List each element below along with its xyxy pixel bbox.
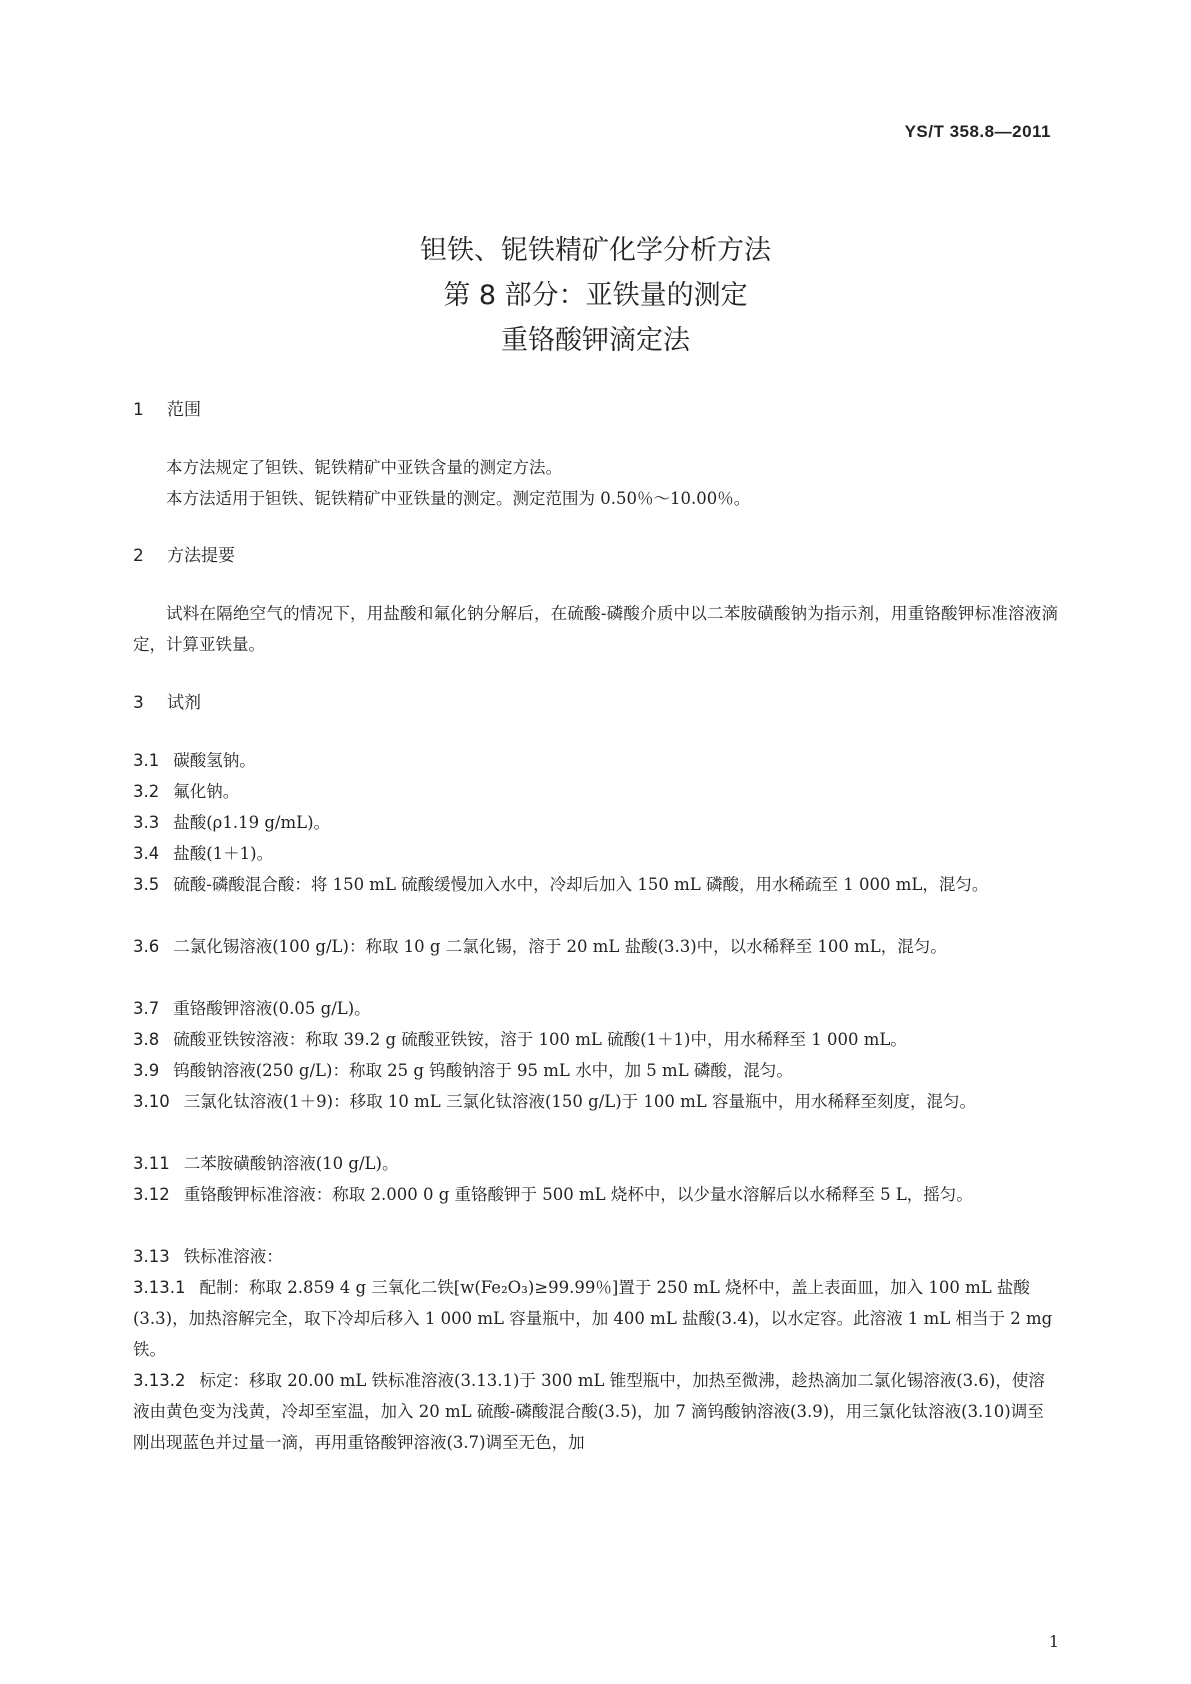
document-title-line-1: 钽铁、铌铁精矿化学分析方法 (420, 235, 771, 266)
section-number: 2 (133, 546, 144, 566)
item-text: 盐酸(ρ1.19 g/mL)。 (173, 813, 331, 832)
reagent-item (133, 869, 1058, 900)
item-text: 氟化钠。 (173, 782, 240, 801)
section-title: 范围 (167, 400, 201, 420)
item-number: 3.6 (133, 937, 160, 956)
item-number: 3.2 (133, 782, 160, 801)
item-number: 3.5 (133, 875, 160, 894)
reagent-item (133, 1024, 1058, 1055)
item-text: 标定：移取 20.00 mL 铁标准溶液(3.13.1)于 300 mL 锥型瓶中，加热至微沸，趁热滴加二氯化锡溶液(3.6)，使溶液由黄色变为浅黄，冷却至室温，加入 20 mL 硫酸-磷酸混合酸(3.5)，加 7 滴钨酸钠溶液(3.9)，用三氯化钛溶液(3.10)调至刚出现蓝色并过量一滴，再用重铬酸钾溶液(3.7)调至无色，加 (133, 1371, 1045, 1452)
item-text: 碳酸氢钠。 (173, 751, 256, 770)
document-title-line-2: 第 8 部分：亚铁量的测定 (443, 280, 748, 311)
item-text: 重铬酸钾溶液(0.05 g/L)。 (173, 999, 371, 1018)
item-text: 三氯化钛溶液(1＋9)：移取 10 mL 三氯化钛溶液(150 g/L)于 100 mL 容量瓶中，用水稀释至刻度，混匀。 (183, 1092, 976, 1111)
reagent-item (133, 776, 1058, 807)
paragraph: 本方法规定了钽铁、铌铁精矿中亚铁含量的测定方法。 (166, 458, 562, 477)
section-heading-method-summary (133, 541, 235, 566)
section-heading-scope (133, 395, 201, 420)
item-text: 配制：称取 2.859 4 g 三氧化二铁[w(Fe₂O₃)≥99.99％]置于 250 mL 烧杯中，盖上表面皿，加入 100 mL 盐酸(3.3)，加热溶解完全，取下冷却后移入 1 000 mL 容量瓶中，加 400 mL 盐酸(3.4)，以水定容。此溶液 1 mL 相当于 2 mg 铁。 (133, 1278, 1053, 1359)
section-title: 试剂 (167, 693, 201, 713)
reagent-item (133, 993, 1058, 1024)
item-number: 3.7 (133, 999, 160, 1018)
reagent-item (133, 1055, 1058, 1086)
item-number: 3.10 (133, 1092, 170, 1111)
item-text: 二氯化锡溶液(100 g/L)：称取 10 g 二氯化锡，溶于 20 mL 盐酸(3.3)中，以水稀释至 100 mL，混匀。 (173, 937, 947, 956)
item-text: 盐酸(1＋1)。 (173, 844, 274, 863)
standard-code: YS/T 358.8—2011 (904, 122, 1051, 141)
document-title-line-3: 重铬酸钾滴定法 (501, 325, 690, 356)
item-number: 3.13 (133, 1247, 170, 1266)
reagent-item (133, 1272, 1058, 1365)
reagent-item (133, 807, 1058, 838)
item-number: 3.4 (133, 844, 160, 863)
section-heading-reagents (133, 688, 201, 713)
reagent-item (133, 1365, 1058, 1458)
item-text: 硫酸亚铁铵溶液：称取 39.2 g 硫酸亚铁铵，溶于 100 mL 硫酸(1＋1)中，用水稀释至 1 000 mL。 (173, 1030, 907, 1049)
paragraph: 本方法适用于钽铁、铌铁精矿中亚铁量的测定。测定范围为 0.50％～10.00％。 (166, 489, 751, 508)
reagent-item (133, 838, 1058, 869)
reagent-item (133, 1148, 1058, 1179)
reagent-item (133, 1086, 1058, 1117)
reagent-item (133, 1241, 1058, 1272)
item-text: 硫酸-磷酸混合酸：将 150 mL 硫酸缓慢加入水中，冷却后加入 150 mL 磷酸，用水稀疏至 1 000 mL，混匀。 (173, 875, 989, 894)
reagent-item (133, 931, 1058, 962)
item-number: 3.11 (133, 1154, 170, 1173)
item-number: 3.8 (133, 1030, 160, 1049)
reagent-item (133, 745, 1058, 776)
paragraph: 试料在隔绝空气的情况下，用盐酸和氟化钠分解后，在硫酸-磷酸介质中以二苯胺磺酸钠为指示剂，用重铬酸钾标准溶液滴定，计算亚铁量。 (133, 604, 1058, 654)
reagent-item (133, 1179, 1058, 1210)
item-text: 重铬酸钾标准溶液：称取 2.000 0 g 重铬酸钾于 500 mL 烧杯中，以少量水溶解后以水稀释至 5 L，摇匀。 (183, 1185, 973, 1204)
item-number: 3.1 (133, 751, 160, 770)
item-text: 二苯胺磺酸钠溶液(10 g/L)。 (183, 1154, 399, 1173)
page-number: 1 (1048, 1632, 1059, 1651)
item-number: 3.13.2 (133, 1371, 186, 1390)
item-text: 铁标准溶液： (183, 1247, 283, 1266)
section-title: 方法提要 (167, 546, 235, 566)
section-number: 3 (133, 693, 144, 713)
item-number: 3.9 (133, 1061, 160, 1080)
item-text: 钨酸钠溶液(250 g/L)：称取 25 g 钨酸钠溶于 95 mL 水中，加 5 mL 磷酸，混匀。 (173, 1061, 793, 1080)
item-number: 3.3 (133, 813, 160, 832)
item-number: 3.13.1 (133, 1278, 186, 1297)
section-number: 1 (133, 400, 144, 420)
item-number: 3.12 (133, 1185, 170, 1204)
